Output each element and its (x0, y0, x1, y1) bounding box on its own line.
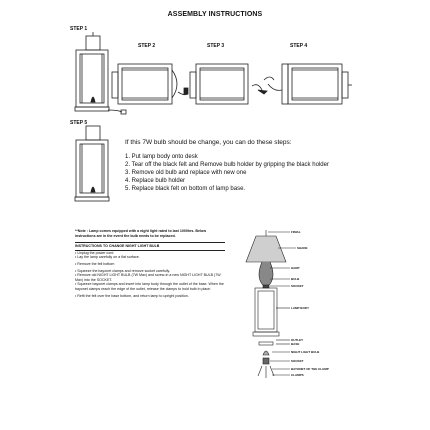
night-light-item-5: • Remove old NIGHT LIGHT BULB (7W Max) and screw-in a new NIGHT LIGHT BULB (7W Max) into the SOCKET. (75, 273, 221, 282)
label-clamps: CLAMPS (291, 373, 304, 377)
bulb-change-steps (125, 153, 340, 193)
step-3-lamp-illustration (190, 64, 274, 104)
label-finial: FINIAL (291, 230, 301, 234)
label-lamp-body: LAMP BODY (291, 306, 309, 310)
label-bulb: BULB (291, 277, 300, 281)
bulb-change-intro: If this 7W bulb should be change, you can do these steps: (125, 139, 292, 146)
night-light-item-6: • Squeeze bayonet clamps and insert into lamp body through the outlet of the base. When the bayonet clamps reach the edge of the outlet, release the clamps to hold bulb in place. (75, 282, 224, 291)
night-light-item-4: • Squeeze the bayonet clamps and remove socket carefully. (75, 268, 171, 273)
label-base: BASE (291, 342, 300, 346)
night-light-note (75, 229, 225, 298)
step-5-label: STEP 5 (70, 120, 88, 126)
label-harp: HARP (291, 266, 300, 270)
bulb-step-1: 1. Put lamp body onto desk (125, 154, 198, 160)
night-light-item-3: • Remove the felt bottom (75, 261, 115, 266)
step-2-label: STEP 2 (138, 43, 156, 49)
bulb-step-4: 4. Replace bulb holder (125, 178, 186, 184)
page-title: ASSEMBLY INSTRUCTIONS (167, 11, 263, 18)
bulb-step-5: 5. Replace black felt on bottom of lamp base. (125, 186, 246, 192)
step-4-lamp-illustration (268, 64, 352, 104)
step-5-lamp-illustration (75, 126, 109, 201)
label-outlet: OUTLET (291, 338, 303, 342)
step-3-label: STEP 3 (207, 43, 225, 49)
bulb-step-3: 3. Remove old bulb and replace with new one (125, 170, 247, 176)
label-bayonet: BAYONET OF THE CLAMP (291, 367, 329, 371)
exploded-lamp-diagram (246, 230, 296, 378)
night-light-item-7: • Refit the felt over the base bottom, and return lamp to upright position. (75, 293, 189, 298)
bulb-step-2: 2. Tear off the black felt and Remove bulb holder by gripping the black holder (125, 162, 329, 168)
night-light-note-text: **Note : Lamp comes equipped with a night light rated to last 1000hrs. Below instructions are in the event the bulb needs to be replaced. (75, 229, 206, 238)
step-2-lamp-illustration (112, 64, 188, 104)
step-1-label: STEP 1 (70, 26, 88, 32)
step-4-label: STEP 4 (290, 43, 308, 49)
label-socket-2: SOCKET (291, 359, 304, 363)
night-light-heading: INSTRUCTIONS TO CHANGE NIGHT LIGHT BULB (75, 242, 225, 251)
night-light-item-2: • Lay the lamp carefully on a flat surface. (75, 255, 140, 260)
night-light-item-1: • Unplug the power cord (75, 250, 114, 255)
label-night-light-bulb: NIGHT LIGHT BULB (291, 350, 320, 354)
label-socket: SOCKET (291, 284, 304, 288)
label-shade: SHADE (297, 246, 308, 250)
